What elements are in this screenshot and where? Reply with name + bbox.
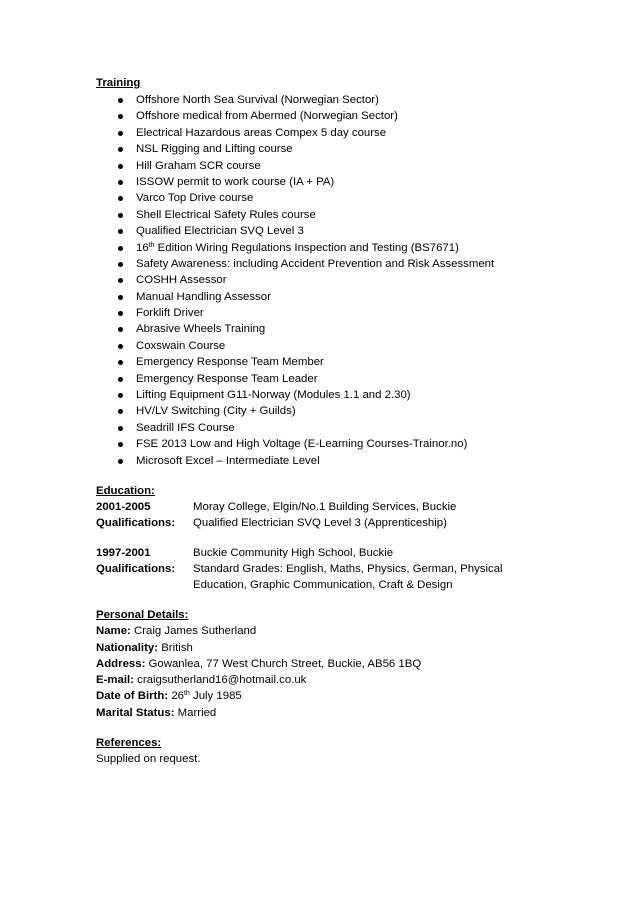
education-school: Moray College, Elgin/No.1 Building Services, Buckie	[193, 501, 457, 513]
email-label: E-mail:	[96, 674, 134, 686]
training-item-text: ISSOW permit to work course (IA + PA)	[136, 175, 335, 188]
training-item	[0, 125, 494, 141]
address-line	[96, 656, 421, 672]
training-item-text: Electrical Hazardous areas Compex 5 day course	[136, 126, 387, 139]
bullet-icon	[118, 409, 123, 414]
education-school: Buckie Community High School, Buckie	[193, 547, 394, 559]
email-line	[96, 672, 306, 688]
bullet-icon	[118, 442, 123, 447]
bullet-icon	[118, 98, 123, 103]
training-item-text: Emergency Response Team Member	[136, 356, 324, 369]
qualifications-label: Qualifications:	[96, 563, 176, 575]
training-item-text: 16	[136, 241, 149, 254]
nationality-line	[96, 640, 193, 656]
training-item	[0, 240, 494, 256]
bullet-icon	[118, 377, 123, 382]
training-item	[0, 420, 494, 436]
training-item	[0, 453, 494, 469]
training-item-text: Qualified Electrician SVQ Level 3	[136, 225, 304, 238]
education-qualification	[96, 561, 503, 577]
marital-status-line	[96, 705, 216, 721]
education-years: 2001-2005	[96, 501, 151, 513]
training-item	[0, 223, 494, 239]
ordinal-suffix: th	[148, 241, 155, 249]
training-item-text-rest: Edition Wiring Regulations Inspection and Testing (BS7671)	[154, 241, 459, 254]
name-value: Craig James Sutherland	[134, 625, 257, 637]
training-item-text: FSE 2013 Low and High Voltage (E-Learning Courses-Trainor.no)	[136, 438, 468, 451]
marital-status-value: Married	[177, 707, 217, 719]
email-value: craigsutherland16@hotmail.co.uk	[137, 674, 307, 686]
training-item	[0, 354, 494, 370]
training-item-text: Forklift Driver	[136, 307, 204, 320]
bullet-icon	[118, 180, 123, 185]
bullet-icon	[118, 344, 123, 349]
training-heading: Training	[96, 77, 141, 89]
training-item	[0, 158, 494, 174]
training-item-text: Abrasive Wheels Training	[136, 323, 266, 336]
nationality-label: Nationality:	[96, 642, 159, 654]
training-item-text: Safety Awareness: including Accident Prevention and Risk Assessment	[136, 257, 495, 270]
bullet-icon	[118, 229, 123, 234]
bullet-icon	[118, 213, 123, 218]
training-item-text: Seadrill IFS Course	[136, 421, 235, 434]
dob-day: 26	[171, 690, 184, 702]
dob-suffix: th	[183, 690, 190, 697]
qualification-text-continued: Education, Graphic Communication, Craft & Design	[193, 579, 453, 591]
dob-label: Date of Birth:	[96, 690, 169, 702]
qualifications-label: Qualifications:	[96, 517, 176, 529]
bullet-icon	[118, 360, 123, 365]
qualification-text: Standard Grades: English, Maths, Physics, German, Physical	[193, 563, 503, 575]
training-item	[0, 403, 494, 419]
dob-line	[96, 688, 242, 704]
training-item-text: Lifting Equipment G11-Norway (Modules 1.1 and 2.30)	[136, 389, 411, 402]
bullet-icon	[118, 278, 123, 283]
training-item	[0, 321, 494, 337]
training-item	[0, 92, 494, 108]
training-item-text: Microsoft Excel – Intermediate Level	[136, 454, 320, 467]
training-item	[0, 256, 494, 272]
bullet-icon	[118, 164, 123, 169]
training-item-text: Coxswain Course	[136, 339, 226, 352]
training-item-text: Offshore medical from Abermed (Norwegian Sector)	[136, 110, 398, 123]
bullet-icon	[118, 295, 123, 300]
training-item	[0, 289, 494, 305]
address-label: Address:	[96, 658, 146, 670]
training-item-text: Varco Top Drive course	[136, 192, 254, 205]
training-item	[0, 371, 494, 387]
dob-rest: July 1985	[189, 690, 242, 702]
bullet-icon	[118, 246, 123, 251]
education-entry	[96, 499, 456, 515]
training-item	[0, 272, 494, 288]
education-qualification-continued	[96, 577, 453, 593]
bullet-icon	[118, 426, 123, 431]
bullet-icon	[118, 131, 123, 136]
training-item-text: COSHH Assessor	[136, 274, 227, 287]
training-item	[0, 141, 494, 157]
training-item-text: NSL Rigging and Lifting course	[136, 143, 293, 156]
bullet-icon	[118, 147, 123, 152]
training-item	[0, 108, 494, 124]
bullet-icon	[118, 114, 123, 119]
training-item	[0, 305, 494, 321]
training-item-text: Shell Electrical Safety Rules course	[136, 208, 316, 221]
address-value: Gowanlea, 77 West Church Street, Buckie, AB56 1BQ	[148, 658, 422, 670]
bullet-icon	[118, 393, 123, 398]
training-item	[0, 174, 494, 190]
bullet-icon	[118, 327, 123, 332]
training-item-text: Emergency Response Team Leader	[136, 372, 318, 385]
training-item	[0, 387, 494, 403]
bullet-icon	[118, 196, 123, 201]
bullet-icon	[118, 311, 123, 316]
bullet-icon	[118, 459, 123, 464]
marital-status-label: Marital Status:	[96, 707, 175, 719]
training-item-text: HV/LV Switching (City + Guilds)	[136, 405, 296, 418]
training-item-text: Offshore North Sea Survival (Norwegian Sector)	[136, 94, 379, 106]
qualification-text: Qualified Electrician SVQ Level 3 (Apprenticeship)	[193, 517, 447, 529]
references-text: Supplied on request.	[96, 753, 201, 765]
education-years: 1997-2001	[96, 547, 151, 559]
education-entry	[96, 545, 393, 561]
training-item	[0, 338, 494, 354]
references-heading: References:	[96, 737, 162, 749]
education-qualification	[96, 515, 447, 531]
bullet-icon	[118, 262, 123, 267]
name-label: Name:	[96, 625, 131, 637]
name-line	[96, 623, 256, 639]
personal-details-heading: Personal Details:	[96, 609, 189, 621]
education-heading: Education:	[96, 485, 155, 497]
training-item	[0, 190, 494, 206]
training-item-text: Hill Graham SCR course	[136, 159, 261, 172]
training-list	[0, 92, 494, 469]
training-item-text: Manual Handling Assessor	[136, 290, 271, 303]
nationality-value: British	[161, 642, 193, 654]
training-item	[0, 207, 494, 223]
training-item	[0, 436, 494, 452]
